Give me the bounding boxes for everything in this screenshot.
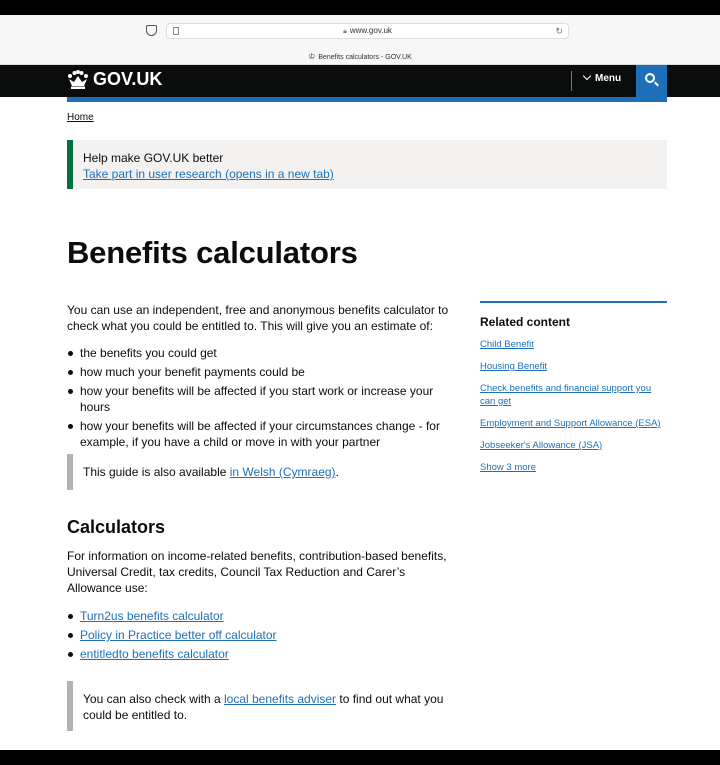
list-item: [67, 646, 462, 662]
search-icon-handle: [654, 82, 659, 87]
related-item: [480, 382, 667, 408]
related-item: [480, 338, 667, 351]
lock-icon: 🔒︎: [343, 28, 347, 35]
header-blue-strip: [67, 97, 667, 102]
shield-icon[interactable]: [146, 25, 157, 36]
calculators-list: [67, 608, 462, 665]
show-more-link[interactable]: Show 3 more: [480, 462, 536, 473]
calculators-heading: Calculators: [67, 517, 166, 537]
logo-text: GOV.UK: [93, 69, 163, 89]
header-divider: [571, 71, 572, 91]
welsh-inset: [67, 454, 462, 490]
list-item: [67, 627, 462, 643]
url-text: www.gov.uk: [349, 26, 392, 35]
related-content: [480, 301, 667, 483]
related-link-child-benefit[interactable]: Child Benefit: [480, 339, 534, 350]
reload-icon[interactable]: ↻: [555, 26, 563, 36]
bottom-black-bar: [0, 750, 720, 765]
related-link-check-benefits[interactable]: Check benefits and financial support you can get: [480, 383, 652, 407]
adviser-prefix: You can also check with a: [83, 692, 224, 706]
local-adviser-link[interactable]: local benefits adviser: [223, 692, 337, 706]
related-item: [480, 360, 667, 373]
search-button[interactable]: [636, 65, 667, 97]
adviser-suffix: to find out what you could be entitled to.: [83, 692, 444, 722]
adviser-inset: [67, 681, 462, 731]
list-item: how your benefits will be affected if you start work or increase your hours: [67, 383, 462, 415]
breadcrumb: [67, 112, 94, 123]
govuk-logo-link[interactable]: [67, 69, 162, 90]
tab-title-text: Benefits calculators - GOV.UK: [318, 54, 412, 61]
menu-label: Menu: [595, 73, 622, 84]
tab-title[interactable]: [0, 52, 720, 61]
turn2us-link[interactable]: Turn2us benefits calculator: [80, 609, 224, 623]
browser-toolbar: [0, 15, 720, 65]
welsh-link[interactable]: in Welsh (Cymraeg): [229, 465, 336, 479]
main-content: [67, 302, 462, 453]
chevron-down-icon: [583, 72, 591, 80]
govuk-header: [0, 65, 720, 97]
related-item: [480, 417, 667, 430]
breadcrumb-home-link[interactable]: Home: [67, 112, 94, 123]
list-item: how your benefits will be affected if your circumstances change - for example, if you have a child or move in with your partner: [67, 418, 462, 450]
welsh-suffix: .: [335, 465, 339, 479]
favicon-crown-icon: ♔: [308, 52, 316, 61]
page-icon: [173, 27, 179, 35]
list-item: [67, 608, 462, 624]
banner-research-link[interactable]: Take part in user research (opens in a new tab): [83, 167, 334, 181]
related-link-jsa[interactable]: Jobseeker's Allowance (JSA): [480, 440, 603, 451]
menu-button[interactable]: [584, 73, 621, 84]
calculators-intro: For information on income-related benefits, contribution-based benefits, Universal Credit, tax credits, Council Tax Reduction and Carer’s Allowance use:: [67, 549, 447, 595]
related-list: [480, 338, 667, 474]
research-banner: [67, 140, 667, 189]
related-link-esa[interactable]: Employment and Support Allowance (ESA): [480, 418, 661, 429]
related-item: [480, 439, 667, 452]
banner-title: Help make GOV.UK better: [83, 151, 224, 165]
crown-icon: [67, 70, 89, 90]
list-item: the benefits you could get: [67, 345, 462, 361]
page-title: Benefits calculators: [67, 235, 358, 270]
address-bar[interactable]: [166, 23, 569, 39]
estimate-list: [67, 345, 462, 450]
top-black-bar: [0, 0, 720, 15]
list-item: how much your benefit payments could be: [67, 364, 462, 380]
related-heading: Related content: [480, 315, 571, 329]
related-link-housing-benefit[interactable]: Housing Benefit: [480, 361, 548, 372]
related-item: [480, 461, 667, 474]
welsh-prefix: This guide is also available: [83, 465, 230, 479]
intro-paragraph: You can use an independent, free and anonymous benefits calculator to check what you could be entitled to. This will give you an estimate of:: [67, 303, 449, 333]
policy-in-practice-link[interactable]: Policy in Practice better off calculator: [80, 628, 277, 642]
entitledto-link[interactable]: entitledto benefits calculator: [80, 647, 229, 661]
